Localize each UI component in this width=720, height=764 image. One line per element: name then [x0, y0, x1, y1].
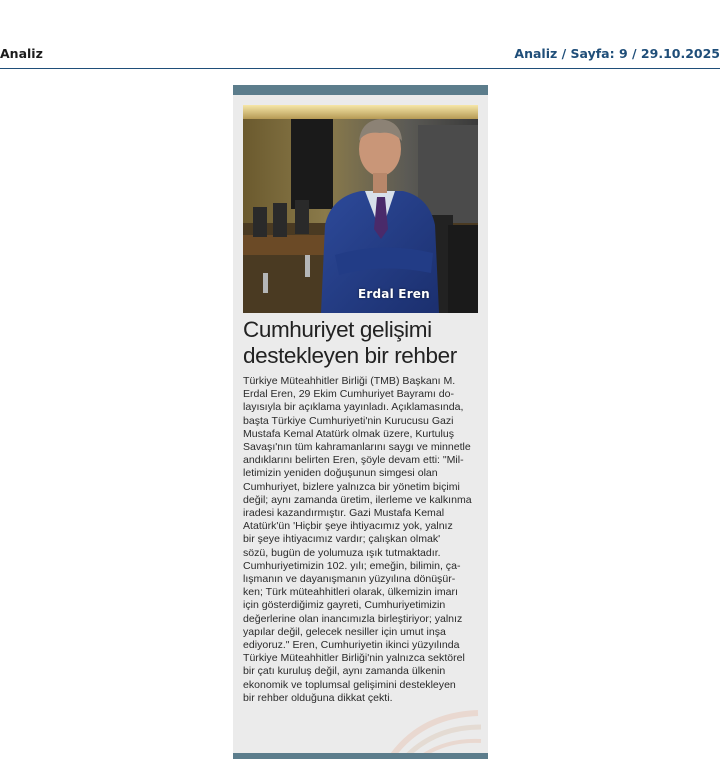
headline-line: Cumhuriyet gelişimi — [243, 317, 432, 342]
article-headline — [243, 317, 481, 369]
body-line: sözü, bugün de yolumuza ışık tutmaktadır. — [243, 546, 441, 559]
body-line: ekonomik ve toplumsal gelişimini destekleyen — [243, 678, 456, 691]
body-line: için gösterdiğimiz gayreti, Cumhuriyetimizin — [243, 599, 446, 612]
body-line: Erdal Eren, 29 Ekim Cumhuriyet Bayramı do- — [243, 388, 455, 401]
page-header — [0, 0, 720, 70]
body-line: yapılar değil, gelecek nesiller için umut inşa — [243, 625, 446, 638]
body-line: ediyoruz." Eren, Cumhuriyetin ikinci yüzyılında — [243, 639, 460, 652]
body-line: başta Türkiye Cumhuriyeti'nin Kurucusu Gazi — [243, 414, 454, 427]
body-line: Cumhuriyet, bizlere yalnızca bir yönetim biçimi — [243, 480, 460, 493]
photo-caption: Erdal Eren — [358, 287, 430, 301]
body-line: andıklarını belirten Eren, şöyle devam etti: "Mil- — [243, 454, 464, 467]
body-line: lışmanın ve dayanışmanın yüzyılına dönüşür- — [243, 573, 456, 586]
body-line: letimizin yeniden doğuşunun simgesi olan — [243, 467, 438, 480]
body-line: Mustafa Kemal Atatürk olmak üzere, Kurtuluş — [243, 427, 455, 440]
body-line: Türkiye Müteahhitler Birliği'nin yalnızca sektörel — [243, 652, 465, 665]
section-label: Analiz — [0, 46, 43, 61]
news-clipping — [233, 85, 488, 759]
body-line: bir şeye ihtiyacımız vardır; çalışkan olmak' — [243, 533, 441, 546]
article-photo — [243, 105, 478, 313]
article-body — [243, 375, 479, 705]
body-line: bir rehber olduğuna dikkat çekti. — [243, 691, 393, 704]
page-info: Analiz / Sayfa: 9 / 29.10.2025 — [514, 46, 720, 61]
body-line: bir çatı kuruluş değil, aynı zamanda ülkenin — [243, 665, 446, 678]
body-line: ken; Türk müteahhitleri olarak, ülkemizin imarı — [243, 586, 458, 599]
body-line: iradesi kazandırmıştır. Gazi Mustafa Kemal — [243, 507, 445, 520]
body-line: layısıyla bir açıklama yayınladı. Açıklamasında, — [243, 401, 464, 414]
body-line: Savaşı'nın tüm kahramanlarını saygı ve minnetle — [243, 441, 471, 454]
body-line: değerlerine olan inancımızla birleştiriyor; yalnız — [243, 612, 463, 625]
body-line: değil; aynı zamanda üretim, ilerleme ve kalkınma — [243, 493, 472, 506]
body-line: Türkiye Müteahhitler Birliği (TMB) Başkanı M. — [243, 375, 456, 387]
body-line: Atatürk'ün 'Hiçbir şeye ihtiyacımız yok, yalnız — [243, 520, 453, 533]
body-line: Cumhuriyetimizin 102. yılı; emeğin, bilimin, ça- — [243, 559, 461, 572]
header-divider — [0, 68, 720, 69]
headline-line: destekleyen bir rehber — [243, 343, 457, 368]
watermark-graphic — [383, 705, 483, 759]
